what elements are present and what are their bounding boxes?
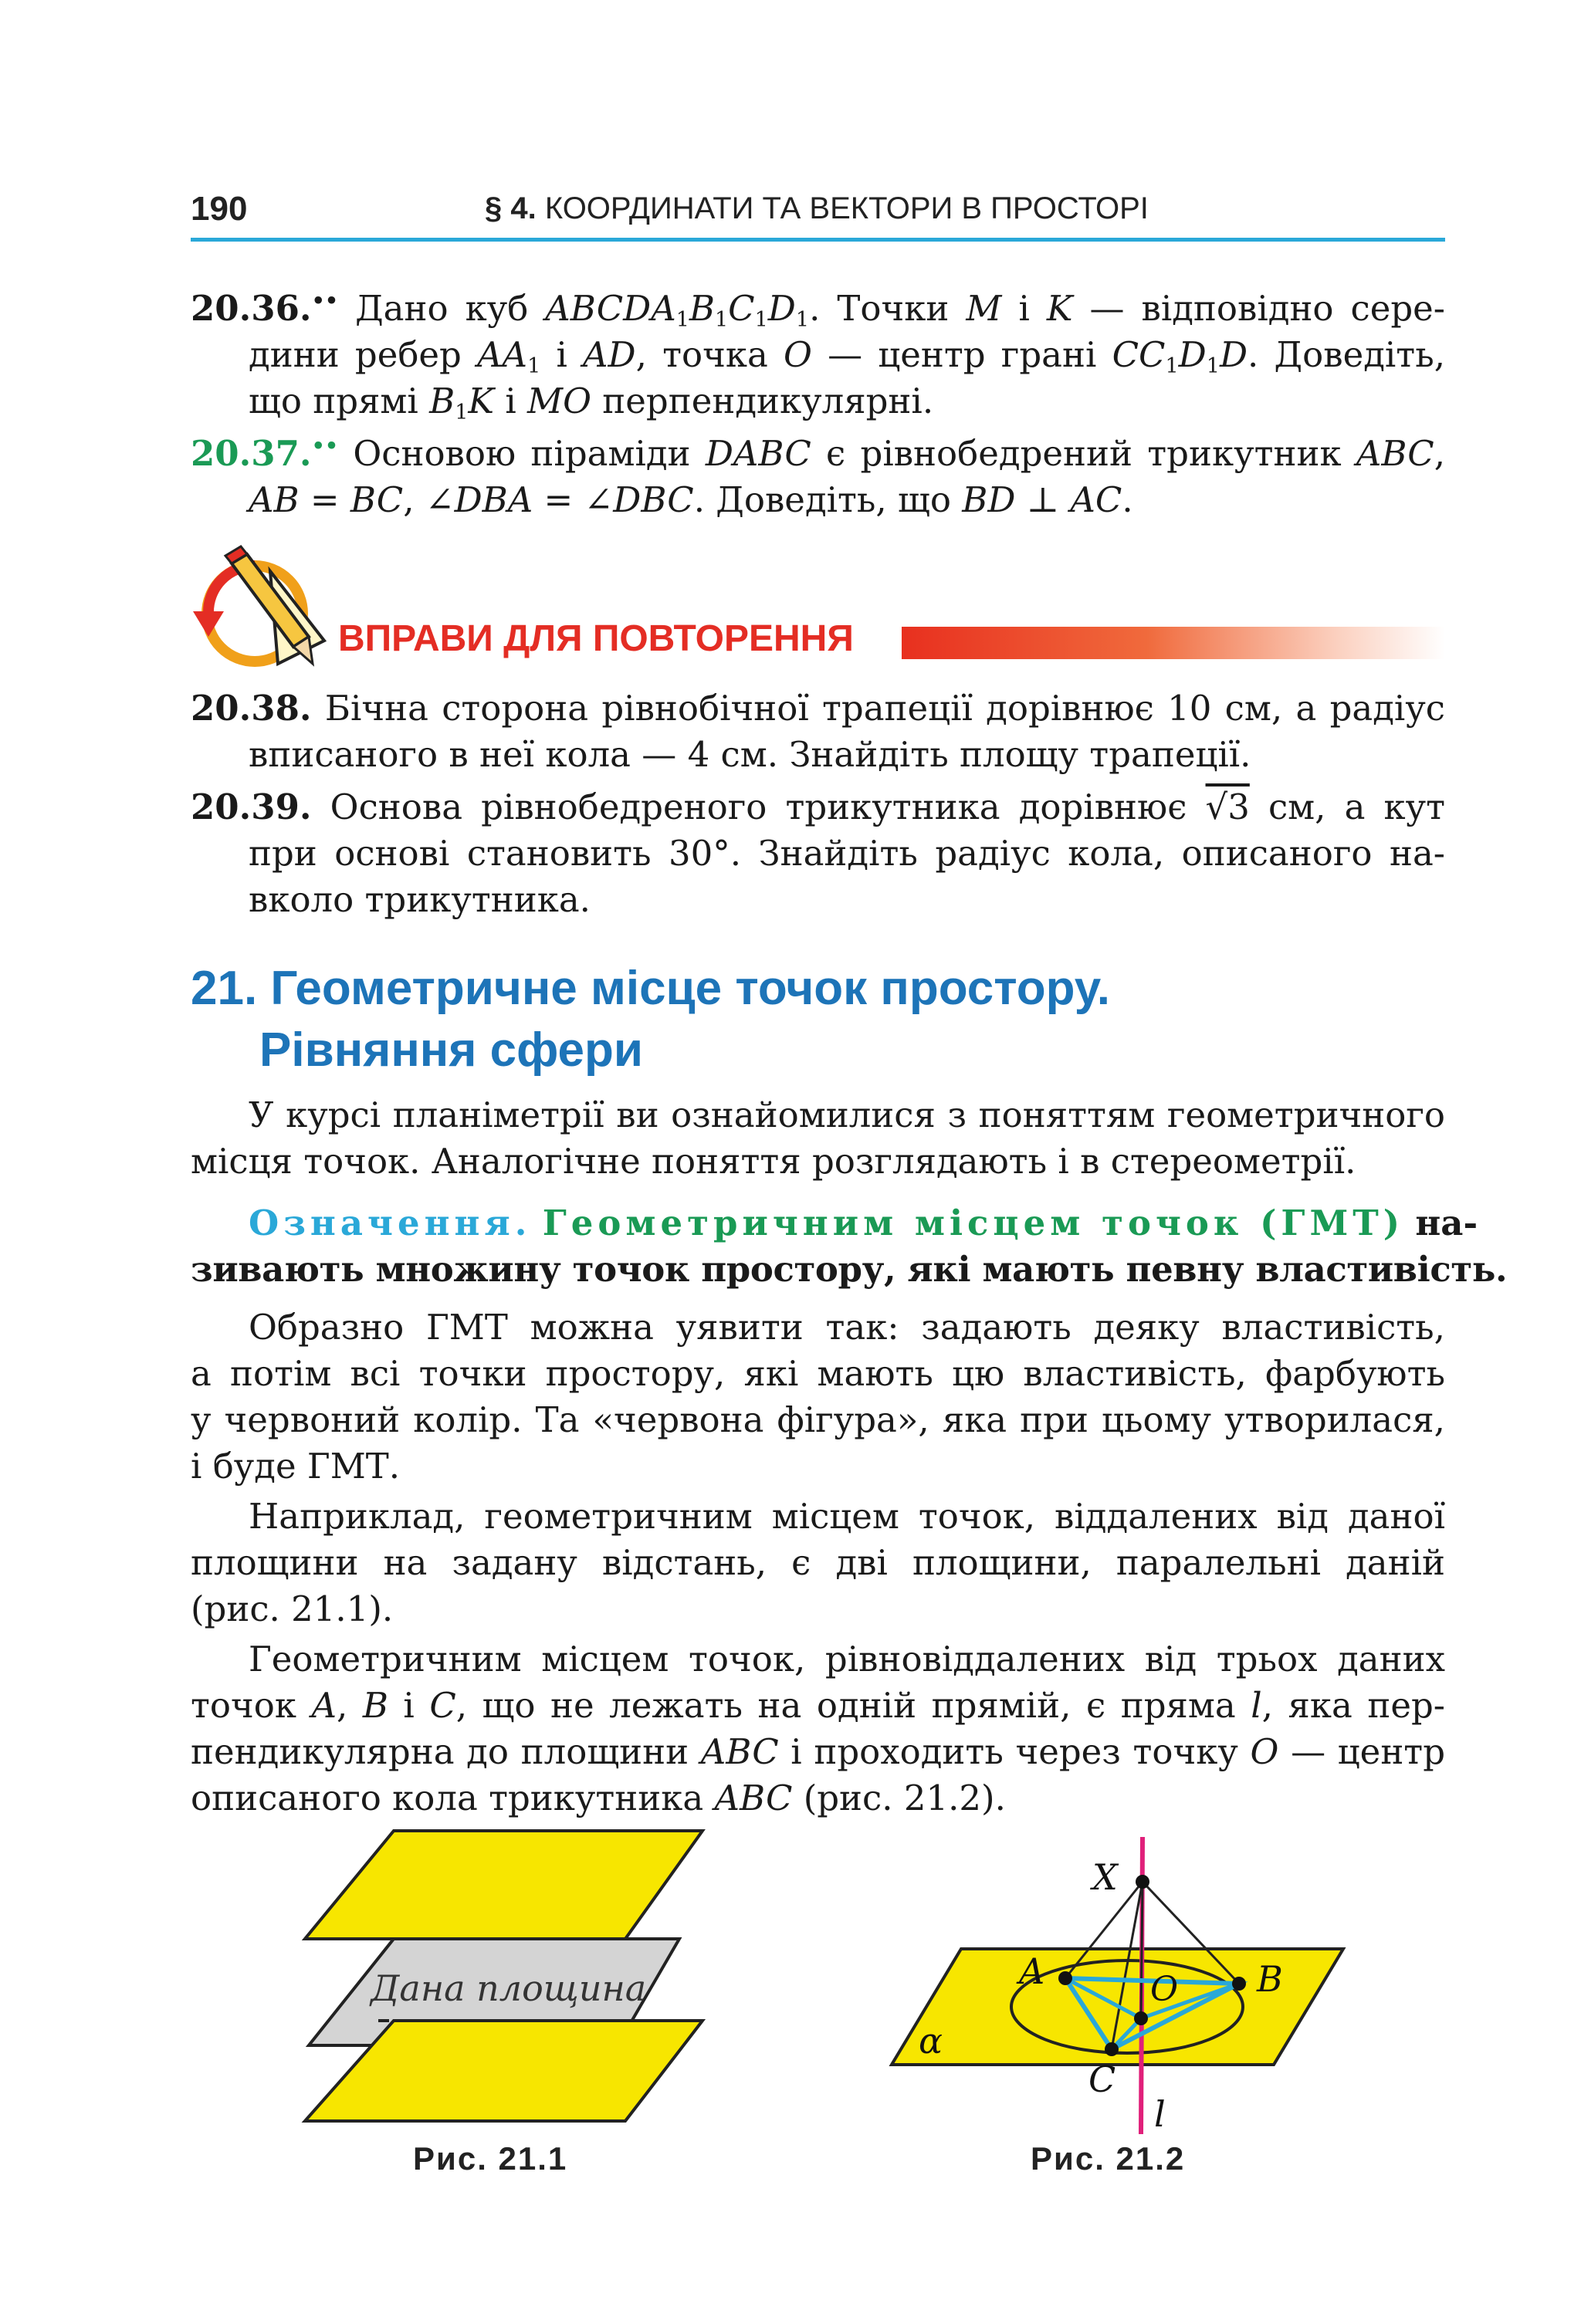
problem-number: 20.38.	[191, 688, 312, 729]
problem-20-36-line-3: що прямі $B_1K$ і MO перпендикулярні.	[249, 381, 934, 425]
figure-21-2-caption: Рис. 21.2	[1031, 2140, 1186, 2177]
figure-21-1	[293, 1829, 726, 2123]
section-subtitle: Рівняння сфери	[259, 1023, 643, 1077]
para2-line-2: а потім всі точки простору, які мають цю властивість, фарбують	[191, 1353, 1445, 1394]
page-number: 190	[191, 190, 248, 228]
problem-20-37-line-2: AB = BC, ∠DBA = ∠DBC. Доведіть, що BD ⊥ AC.	[249, 479, 1133, 520]
problem-20-36-line-2: дини ребер $AA_1$ і AD, точка O — центр грані $CC_1D_1D$. Доведіть,	[249, 334, 1445, 379]
problem-20-38-line-1	[191, 685, 1445, 732]
definition-text: на-	[1415, 1203, 1478, 1243]
intro-line-1: У курсі планіметрії ви ознайомилися з поняттям геометричного	[249, 1094, 1445, 1135]
banner-title: ВПРАВИ ДЛЯ ПОВТОРЕННЯ	[338, 618, 854, 659]
problem-number: 20.39.	[191, 787, 312, 827]
definition-line-2: зивають множину точок простору, які мають певну властивість.	[191, 1249, 1508, 1290]
para2-line-1: Образно ГМТ можна уявити так: задають деяку властивість,	[249, 1307, 1445, 1348]
problem-number: 20.36.	[191, 288, 312, 329]
para4-line-2: точок A, B і C, що не лежать на одній прямій, є пряма l, яка пер-	[191, 1685, 1445, 1726]
upper-plane	[305, 1831, 702, 1939]
point-o	[1134, 2011, 1148, 2025]
running-header	[485, 191, 1149, 226]
definition-line-1	[249, 1200, 1478, 1247]
label-x: X	[1092, 1856, 1118, 1898]
problem-20-37-line-1: 20.37.•• Основою піраміди DABC є рівнобедрений трикутник ABC,	[191, 433, 1446, 474]
given-plane-label: Дана площина	[371, 1967, 647, 2009]
problem-20-39-line-2: при основі становить 30°. Знайдіть радіус кола, описаного на-	[249, 833, 1445, 874]
difficulty-marker: ••	[311, 435, 339, 458]
problem-20-39-line-3: вколо трикутника.	[249, 879, 591, 920]
para4-line-1: Геометричним місцем точок, рівновіддалених від трьох даних	[249, 1639, 1445, 1680]
label-l: l	[1154, 2093, 1166, 2135]
para4-line-4: описаного кола трикутника ABC (рис. 21.2).	[191, 1778, 1006, 1818]
section-mark: § 4.	[485, 191, 537, 225]
para4-line-3: пендикулярна до площини ABC і проходить через точку O — центр	[191, 1731, 1446, 1772]
problem-20-39-line-1: 20.39. Основа рівнобедреного трикутника дорівнює √3 см, а кут	[191, 787, 1445, 827]
exercises-pencil-icon	[185, 540, 340, 679]
label-alpha: α	[919, 2020, 943, 2062]
label-c: C	[1088, 2058, 1116, 2100]
section-running-title: КООРДИНАТИ ТА ВЕКТОРИ В ПРОСТОРІ	[544, 191, 1149, 225]
definition-term: Геометричним місцем точок (ГМТ)	[542, 1203, 1405, 1243]
problem-20-36-line-1: 20.36.•• Дано куб $ABCDA_1B_1C_1D_1$. Точки M і K — відповідно сере-	[191, 288, 1446, 333]
label-b: B	[1257, 1958, 1283, 2000]
figure-21-2	[888, 1829, 1366, 2138]
label-o: O	[1150, 1970, 1179, 2009]
para3-line-3: (рис. 21.1).	[191, 1588, 394, 1629]
point-b	[1232, 1977, 1246, 1991]
problem-number: 20.37.	[191, 433, 312, 474]
label-a: A	[1019, 1950, 1045, 1992]
para2-line-3: у червоний колір. Та «червона фігура», яка при цьому утворилася,	[191, 1399, 1445, 1440]
banner-gradient-bar	[902, 627, 1445, 659]
point-c	[1105, 2042, 1119, 2056]
definition-label: Означення.	[249, 1203, 532, 1243]
intro-line-2: місця точок. Аналогічне поняття розглядають і в стереометрії.	[191, 1141, 1356, 1182]
section-title: 21. Геометричне місце точок простору.	[191, 962, 1110, 1015]
para3-line-2: площини на задану відстань, є дві площини, паралельні даній	[191, 1542, 1445, 1583]
para3-line-1: Наприклад, геометричним місцем точок, віддалених від даної	[249, 1496, 1445, 1537]
header-rule	[191, 238, 1445, 242]
problem-text: Бічна сторона рівнобічної трапеції дорівнює 10 см, а радіус	[324, 688, 1445, 729]
para2-line-4: і буде ГМТ.	[191, 1446, 401, 1487]
point-a	[1058, 1971, 1072, 1985]
difficulty-marker: ••	[311, 289, 339, 313]
figure-21-1-caption: Рис. 21.1	[413, 2140, 568, 2177]
problem-20-38-line-2: вписаного в неї кола — 4 см. Знайдіть площу трапеції.	[249, 734, 1251, 775]
point-x	[1136, 1875, 1149, 1889]
